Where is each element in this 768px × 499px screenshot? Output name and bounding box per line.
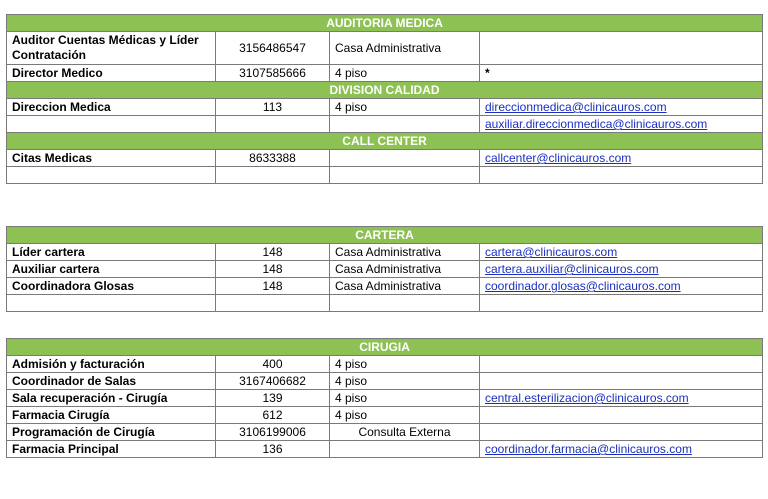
section-title-callcenter: CALL CENTER [7,133,763,150]
contact-location: 4 piso [330,356,480,373]
contact-name: Auxiliar cartera [7,261,216,278]
contact-phone: 8633388 [216,150,330,167]
contact-name: Líder cartera [7,244,216,261]
email-link[interactable]: callcenter@clinicauros.com [480,150,763,167]
contact-location: 4 piso [330,373,480,390]
section-title-cirugia: CIRUGIA [7,339,763,356]
contact-name: Sala recuperación - Cirugía [7,390,216,407]
table-row [7,32,763,65]
table-row [7,441,763,458]
contact-phone: 612 [216,407,330,424]
table-row [7,278,763,295]
contact-location: Consulta Externa [330,424,480,441]
contact-name: Auditor Cuentas Médicas y Líder Contratación [7,32,216,65]
contact-email [480,373,763,390]
contact-name: Farmacia Principal [7,441,216,458]
contact-location [330,441,480,458]
contact-location [330,116,480,133]
section-title-calidad: DIVISION CALIDAD [7,82,763,99]
contact-phone [216,116,330,133]
empty-cell [330,167,480,184]
contact-phone: 139 [216,390,330,407]
table-row [7,150,763,167]
email-link[interactable]: cartera@clinicauros.com [480,244,763,261]
section-header-row [7,15,763,32]
contact-name: Coordinador de Salas [7,373,216,390]
section-header-row [7,133,763,150]
table-row [7,424,763,441]
table-row [7,99,763,116]
contact-email [480,32,763,65]
contact-name: Admisión y facturación [7,356,216,373]
contact-location: Casa Administrativa [330,261,480,278]
contact-phone: 136 [216,441,330,458]
empty-cell [480,167,763,184]
empty-cell [216,167,330,184]
contact-location: Casa Administrativa [330,32,480,65]
contact-phone: 148 [216,278,330,295]
contact-email [480,356,763,373]
empty-row [7,295,763,312]
contact-location: 4 piso [330,390,480,407]
table-row [7,407,763,424]
table-row [7,390,763,407]
email-link[interactable]: auxiliar.direccionmedica@clinicauros.com [480,116,763,133]
email-link[interactable]: coordinador.farmacia@clinicauros.com [480,441,763,458]
section-header-row [7,227,763,244]
contact-phone: 3167406682 [216,373,330,390]
contact-location: 4 piso [330,99,480,116]
table-row [7,356,763,373]
directory-table-cartera [6,226,763,312]
contact-email: * [480,65,763,82]
contact-location: Casa Administrativa [330,278,480,295]
empty-cell [216,295,330,312]
contact-phone: 148 [216,261,330,278]
contact-phone: 113 [216,99,330,116]
contact-phone: 3156486547 [216,32,330,65]
empty-cell [7,295,216,312]
email-link[interactable]: direccionmedica@clinicauros.com [480,99,763,116]
directory-table-cirugia [6,338,763,458]
contact-name [7,116,216,133]
email-link[interactable]: coordinador.glosas@clinicauros.com [480,278,763,295]
contact-name: Director Medico [7,65,216,82]
contact-phone: 400 [216,356,330,373]
table-row [7,244,763,261]
empty-cell [7,167,216,184]
contact-email [480,407,763,424]
empty-row [7,167,763,184]
contact-name: Direccion Medica [7,99,216,116]
table-row [7,116,763,133]
table-row [7,65,763,82]
section-title-auditoria: AUDITORIA MEDICA [7,15,763,32]
empty-cell [330,295,480,312]
section-header-row [7,339,763,356]
directory-table-medical [6,14,763,184]
contact-location: 4 piso [330,65,480,82]
contact-name: Citas Medicas [7,150,216,167]
contact-location: Casa Administrativa [330,244,480,261]
contact-location: 4 piso [330,407,480,424]
section-header-row [7,82,763,99]
contact-phone: 148 [216,244,330,261]
contact-phone: 3107585666 [216,65,330,82]
table-row [7,261,763,278]
table-row [7,373,763,390]
email-link[interactable]: central.esterilizacion@clinicauros.com [480,390,763,407]
contact-name: Farmacia Cirugía [7,407,216,424]
contact-name: Programación de Cirugía [7,424,216,441]
empty-cell [480,295,763,312]
contact-location [330,150,480,167]
email-link[interactable]: cartera.auxiliar@clinicauros.com [480,261,763,278]
section-title-cartera: CARTERA [7,227,763,244]
contact-email [480,424,763,441]
contact-name: Coordinadora Glosas [7,278,216,295]
contact-phone: 3106199006 [216,424,330,441]
